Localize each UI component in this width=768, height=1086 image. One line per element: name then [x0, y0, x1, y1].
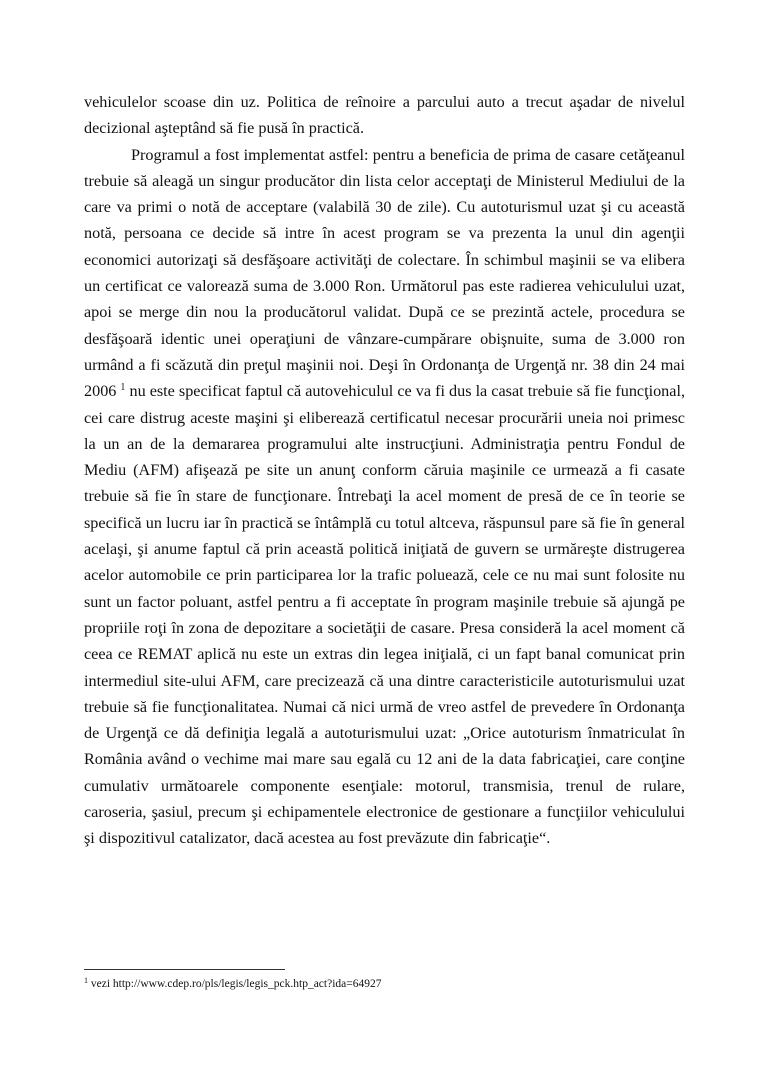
footnote: [84, 977, 685, 991]
footnote-text: vezi http://www.cdep.ro/pls/legis/legis_pck.htp_act?ida=64927: [88, 978, 382, 990]
paragraph-text: Programul a fost implementat astfel: pentru a beneficia de prima de casare cetăţeanul trebuie să aleagă un singur producător din lista celor acceptaţi de Ministerul Mediului de la care va primi o notă de acceptare (valabilă 30 de zile). Cu autoturismul uzat şi cu această notă, persoana ce decide să intre în acest program se va prezenta la unul din agenţii economici autorizaţi să desfăşoare activităţi de colectare. În schimbul maşinii se va elibera un certificat ce valorează suma de 3.000 Ron. Următorul pas este radierea vehiculului uzat, apoi se merge din nou la producătorul validat. După ce se prezintă actele, procedura se desfăşoară identic unei operaţiuni de vânzare-cumpărare obişnuite, suma de 3.000 ron urmând a fi scăzută din preţul maşinii noi. Deşi în Ordonanţa de Urgenţă nr. 38 din 24 mai 2006: [84, 145, 685, 401]
paragraph-text: vehiculelor scoase din uz. Politica de reînoire a parcului auto a trecut aşadar de nivelul decizional aşteptând să fie pusă în practică.: [84, 93, 685, 138]
footnote-reference[interactable]: 1: [120, 382, 126, 394]
paragraph-text: nu este specificat faptul că autovehiculul ce va fi dus la casat trebuie să fie funcţional, cei care distrug aceste maşini şi eliberează certificatul necesar procurării uneia noi primesc la un an de la demararea programului alte instrucţiuni. Administraţia pentru Fondul de Mediu (AFM) afişează pe site un anunţ conform căruia maşinile ce urmează a fi casate trebuie să fie în stare de funcţionare. Întrebaţi la acel moment de presă de ce în teorie se specifică un lucru iar în practică se întâmplă cu totul altceva, răspunsul pare să fie în general acelaşi, şi anume faptul că prin această politică iniţiată de guvern se urmăreşte distrugerea acelor automobile ce prin participarea lor la trafic poluează, cele ce nu mai sunt folosite nu sunt un factor poluant, astfel pentru a fi acceptate în program maşinile trebuie să ajungă pe propriile roţi în zona de depozitare a societăţii de casare. Presa consideră la acel moment că ceea ce REMAT aplică nu este un extras din legea iniţială, ci un fapt banal comunicat prin intermediul site-ului AFM, care precizează că una dintre caracteristicile autoturismului uzat trebuie să fie funcţionalitatea. Numai că nici urmă de vreo astfel de prevedere în Ordonanţa de Urgenţă ce dă definiţia legală a autoturismului uzat: „Orice autoturism înmatriculat în România având o vechime mai mare sau egală cu 12 ani de la data fabricaţiei, care conţine cumulativ următoarele componente esenţiale: motorul, transmisia, trenul de rulare, caroseria, şasiul, precum şi echipamentele electronice de gestionare a funcţiilor vehiculului şi dispozitivul catalizator, dacă acestea au fost prevăzute din fabricaţie“.: [84, 382, 686, 848]
body-text: [84, 89, 685, 852]
footnote-number: 1: [84, 976, 88, 985]
paragraph-continuation: [84, 89, 685, 142]
paragraph-program: [84, 142, 685, 852]
footnote-separator: [84, 969, 285, 970]
